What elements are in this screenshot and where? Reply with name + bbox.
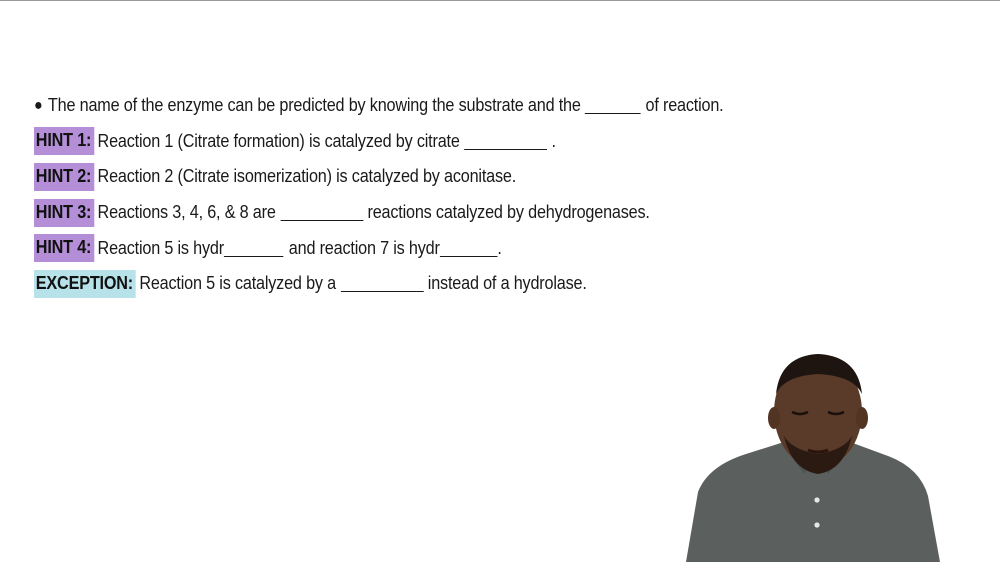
hint-2-tag: HINT 2: — [34, 163, 94, 191]
hint-4-tag: HINT 4: — [34, 234, 94, 262]
hint-4-text-middle: and reaction 7 is hydr — [288, 237, 440, 258]
top-divider — [0, 0, 1000, 1]
bullet-text-after: of reaction. — [645, 95, 724, 116]
bullet-line — [34, 88, 844, 124]
shirt-button — [814, 522, 819, 527]
answer-blank — [585, 97, 641, 114]
answer-blank — [224, 240, 283, 257]
hint-4-line — [34, 230, 844, 266]
hint-3-line — [34, 195, 844, 231]
exception-line — [34, 266, 844, 302]
hint-2-line — [34, 159, 844, 195]
hint-1-tag: HINT 1: — [34, 127, 94, 155]
presenter-video — [684, 350, 946, 562]
hint-1-text-before: Reaction 1 (Citrate formation) is catalyzed by citrate — [97, 130, 460, 151]
exception-text-after: instead of a hydrolase. — [427, 273, 587, 294]
answer-blank — [440, 240, 498, 257]
hint-3-text-before: Reactions 3, 4, 6, & 8 are — [97, 202, 276, 223]
shirt-button — [814, 497, 819, 502]
hint-4-text-before: Reaction 5 is hydr — [97, 237, 224, 258]
exception-tag: EXCEPTION: — [34, 270, 136, 298]
hint-4-text-after: . — [497, 237, 502, 258]
bullet-text-before: The name of the enzyme can be predicted by knowing the substrate and the — [47, 95, 581, 116]
exception-text-before: Reaction 5 is catalyzed by a — [139, 273, 336, 294]
hint-1-text-after: . — [551, 130, 556, 151]
bullet-icon: ● — [34, 96, 43, 114]
hint-3-text-after: reactions catalyzed by dehydrogenases. — [367, 202, 650, 223]
hint-3-tag: HINT 3: — [34, 199, 94, 227]
answer-blank — [464, 133, 547, 150]
hint-1-line — [34, 124, 844, 160]
answer-blank — [280, 204, 363, 221]
hint-2-text: Reaction 2 (Citrate isomerization) is catalyzed by aconitase. — [97, 166, 517, 187]
answer-blank — [340, 275, 423, 292]
hints-panel — [34, 88, 934, 302]
